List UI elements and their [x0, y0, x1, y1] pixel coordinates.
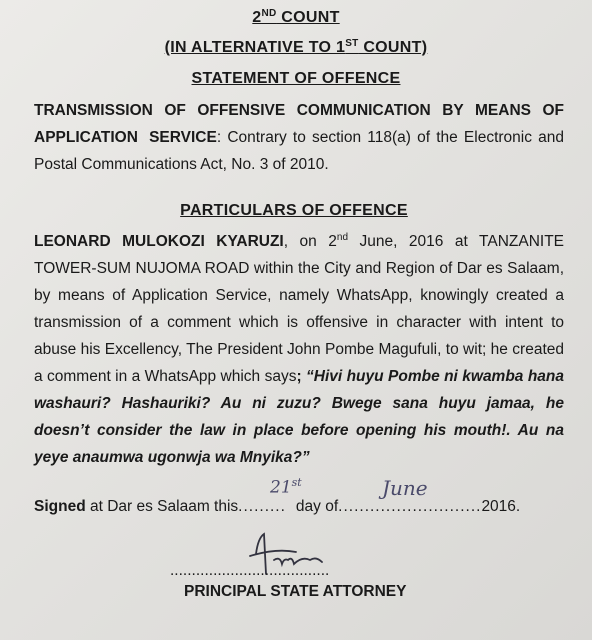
- count-heading: [0, 8, 592, 27]
- alt-superscript: ST: [345, 38, 359, 49]
- particulars-of-offence: [34, 224, 564, 471]
- statement-heading: STATEMENT OF OFFENCE: [191, 70, 401, 87]
- date-superscript: nd: [336, 232, 349, 243]
- handwritten-month: June: [382, 476, 428, 500]
- offence-title: TRANSMISSION OF OFFENSIVE COMMUNICATION BY MEANS OF APPLICATION SERVICE: [34, 102, 564, 146]
- attorney-title: PRINCIPAL STATE ATTORNEY: [184, 583, 407, 600]
- alternative-heading: [0, 38, 592, 57]
- particulars-body: June, 2016 at TANZANITE TOWER-SUM NUJOMA ROAD within the City and Region of Dar es Salaam, by means of Application Service, namely WhatsApp, knowingly created a transmission of a comment which is offensive in character with intent to abuse his Excellency, The President John Pombe Magufuli, to wit; he created a comment in a WhatsApp which says: [34, 233, 565, 386]
- whatsapp-quote: “Hivi huyu Pombe ni kwamba hana washauri? Hashauriki? Au ni zuzu? Bwege sana huyu jamaa, he doesn’t consider the law in place before opening his mouth!. Au na yeye anaumwa ugonwja wa Mnyika?”: [34, 368, 565, 467]
- semicolon: ;: [296, 368, 307, 386]
- offence-legal-reference: : Contrary to section 118(a) of the Electronic and Postal Communications Act, No. 3 of 2010.: [34, 129, 564, 173]
- alt-prefix: (IN ALTERNATIVE TO 1: [164, 39, 346, 56]
- signed-place: at Dar es Salaam this: [85, 498, 239, 515]
- signed-line: [34, 498, 520, 516]
- signed-year: 2016.: [481, 498, 521, 515]
- count-superscript: ND: [261, 8, 277, 19]
- date-prefix: , on 2: [283, 233, 337, 251]
- particulars-heading: PARTICULARS OF OFFENCE: [180, 202, 408, 219]
- accused-name: LEONARD MULOKOZI KYARUZI: [34, 233, 284, 251]
- statement-of-offence: [34, 97, 564, 178]
- signed-word: Signed: [34, 498, 86, 515]
- day-of-label: day of: [295, 498, 339, 515]
- count-number: 2: [252, 9, 262, 26]
- day-dots: .........: [238, 498, 286, 515]
- handwritten-day: 21st: [270, 476, 302, 498]
- alt-suffix: COUNT): [358, 39, 428, 56]
- month-dots: ...........................: [338, 498, 482, 515]
- count-word: COUNT: [276, 9, 340, 26]
- signature-dots: .....................................: [170, 562, 330, 579]
